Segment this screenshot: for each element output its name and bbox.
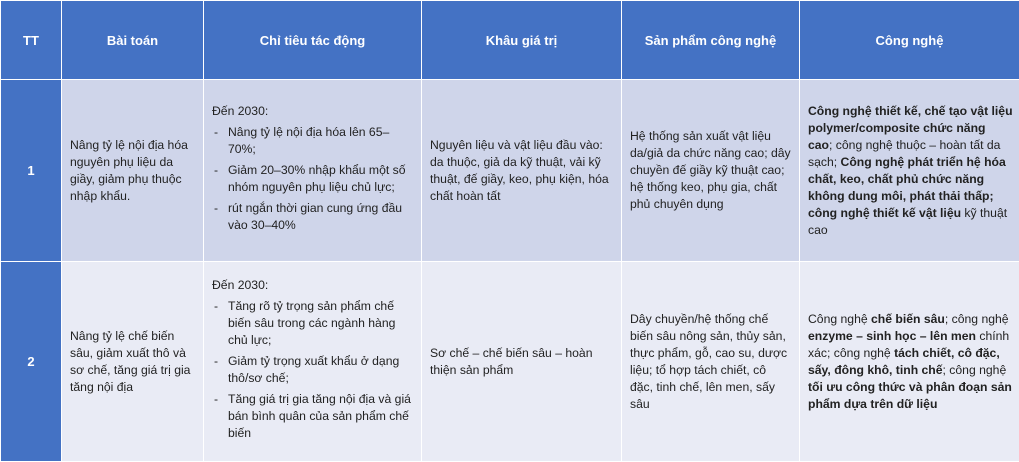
chi-tieu-item: - Giảm 20–30% nhập khẩu một số nhóm nguyên phụ liệu chủ lực; [212, 162, 413, 196]
chi-tieu-item: - rút ngắn thời gian cung ứng đầu vào 30–40% [212, 200, 413, 234]
cong-nghe-bold: tách chiết, cô đặc, sấy, đông khô, tinh chế [808, 346, 1000, 377]
cong-nghe-bold: enzyme – sinh học – lên men [808, 329, 976, 343]
cong-nghe-text: ; công nghệ thuộc – hoàn tất da sạch; [808, 138, 1000, 169]
bai-toan-cell: Nâng tỷ lệ chế biến sâu, giảm xuất thô và sơ chế, tăng giá trị gia tăng nội địa [62, 262, 204, 462]
cong-nghe-text: kỹ thuật cao [808, 206, 1007, 237]
chi-tieu-item: - Giảm tỷ trọng xuất khẩu ở dạng thô/sơ chế; [212, 353, 413, 387]
cong-nghe-text: ; công nghệ [943, 363, 1007, 377]
san-pham-cell: Dây chuyền/hệ thống chế biến sâu nông sản, thủy sản, thực phẩm, gỗ, cao su, dược liệu; tổ hợp tách chiết, cô đặc, tinh chế, lên men, sấy sâu [622, 262, 800, 462]
cong-nghe-bold: chế biến sâu [871, 312, 945, 326]
header-khau-gia-tri: Khâu giá trị [422, 1, 622, 80]
khau-gia-tri-cell: Sơ chế – chế biến sâu – hoàn thiện sản phẩm [422, 262, 622, 462]
chi-tieu-cell [204, 262, 422, 462]
cong-nghe-bold: tối ưu công thức và phân đoạn sản phẩm dựa trên dữ liệu [808, 380, 1012, 411]
chi-tieu-item: - Tăng giá trị gia tăng nội địa và giá bán bình quân của sản phẩm chế biến [212, 391, 413, 442]
row-number: 1 [1, 80, 62, 262]
cong-nghe-cell [800, 80, 1019, 262]
san-pham-cell: Hệ thống sản xuất vật liệu da/giả da chức năng cao; dây chuyền đế giầy kỹ thuật cao; hệ thống keo, phụ gia, chất phủ chuyên dụng [622, 80, 800, 262]
chi-tieu-lead: Đến 2030: [212, 103, 413, 120]
cong-nghe-bold: Công nghệ phát triển hệ hóa chất, keo, chất phủ chức năng không dung môi, phát thải thấp; công nghệ thiết kế vật liệu [808, 155, 1006, 220]
chi-tieu-list [212, 124, 413, 234]
cong-nghe-text: chính xác; công nghệ [808, 329, 1009, 360]
header-tt: TT [1, 1, 62, 80]
row-number: 2 [1, 262, 62, 462]
cong-nghe-bold: Công nghệ thiết kế, chế tạo vật liệu polymer/composite chức năng cao [808, 104, 1013, 152]
chi-tieu-cell [204, 80, 422, 262]
chi-tieu-list [212, 298, 413, 442]
header-row [1, 1, 1019, 80]
bai-toan-cell: Nâng tỷ lệ nội địa hóa nguyên phụ liệu da giầy, giảm phụ thuộc nhập khẩu. [62, 80, 204, 262]
chi-tieu-lead: Đến 2030: [212, 277, 413, 294]
khau-gia-tri-cell: Nguyên liệu và vật liệu đầu vào: da thuộc, giả da kỹ thuật, vải kỹ thuật, đế giầy, keo, phụ kiện, hóa chất hoàn tất [422, 80, 622, 262]
chi-tieu-item: - Nâng tỷ lệ nội địa hóa lên 65–70%; [212, 124, 413, 158]
table-row [1, 80, 1019, 262]
header-bai-toan: Bài toán [62, 1, 204, 80]
header-cong-nghe: Công nghệ [800, 1, 1019, 80]
cong-nghe-cell [800, 262, 1019, 462]
cong-nghe-text: ; công nghệ [945, 312, 1009, 326]
chi-tieu-item: - Tăng rõ tỷ trọng sản phẩm chế biến sâu trong các ngành hàng chủ lực; [212, 298, 413, 349]
header-san-pham: Sản phẩm công nghệ [622, 1, 800, 80]
table-row [1, 262, 1019, 462]
cong-nghe-text: Công nghệ [808, 312, 871, 326]
header-chi-tieu: Chỉ tiêu tác động [204, 1, 422, 80]
